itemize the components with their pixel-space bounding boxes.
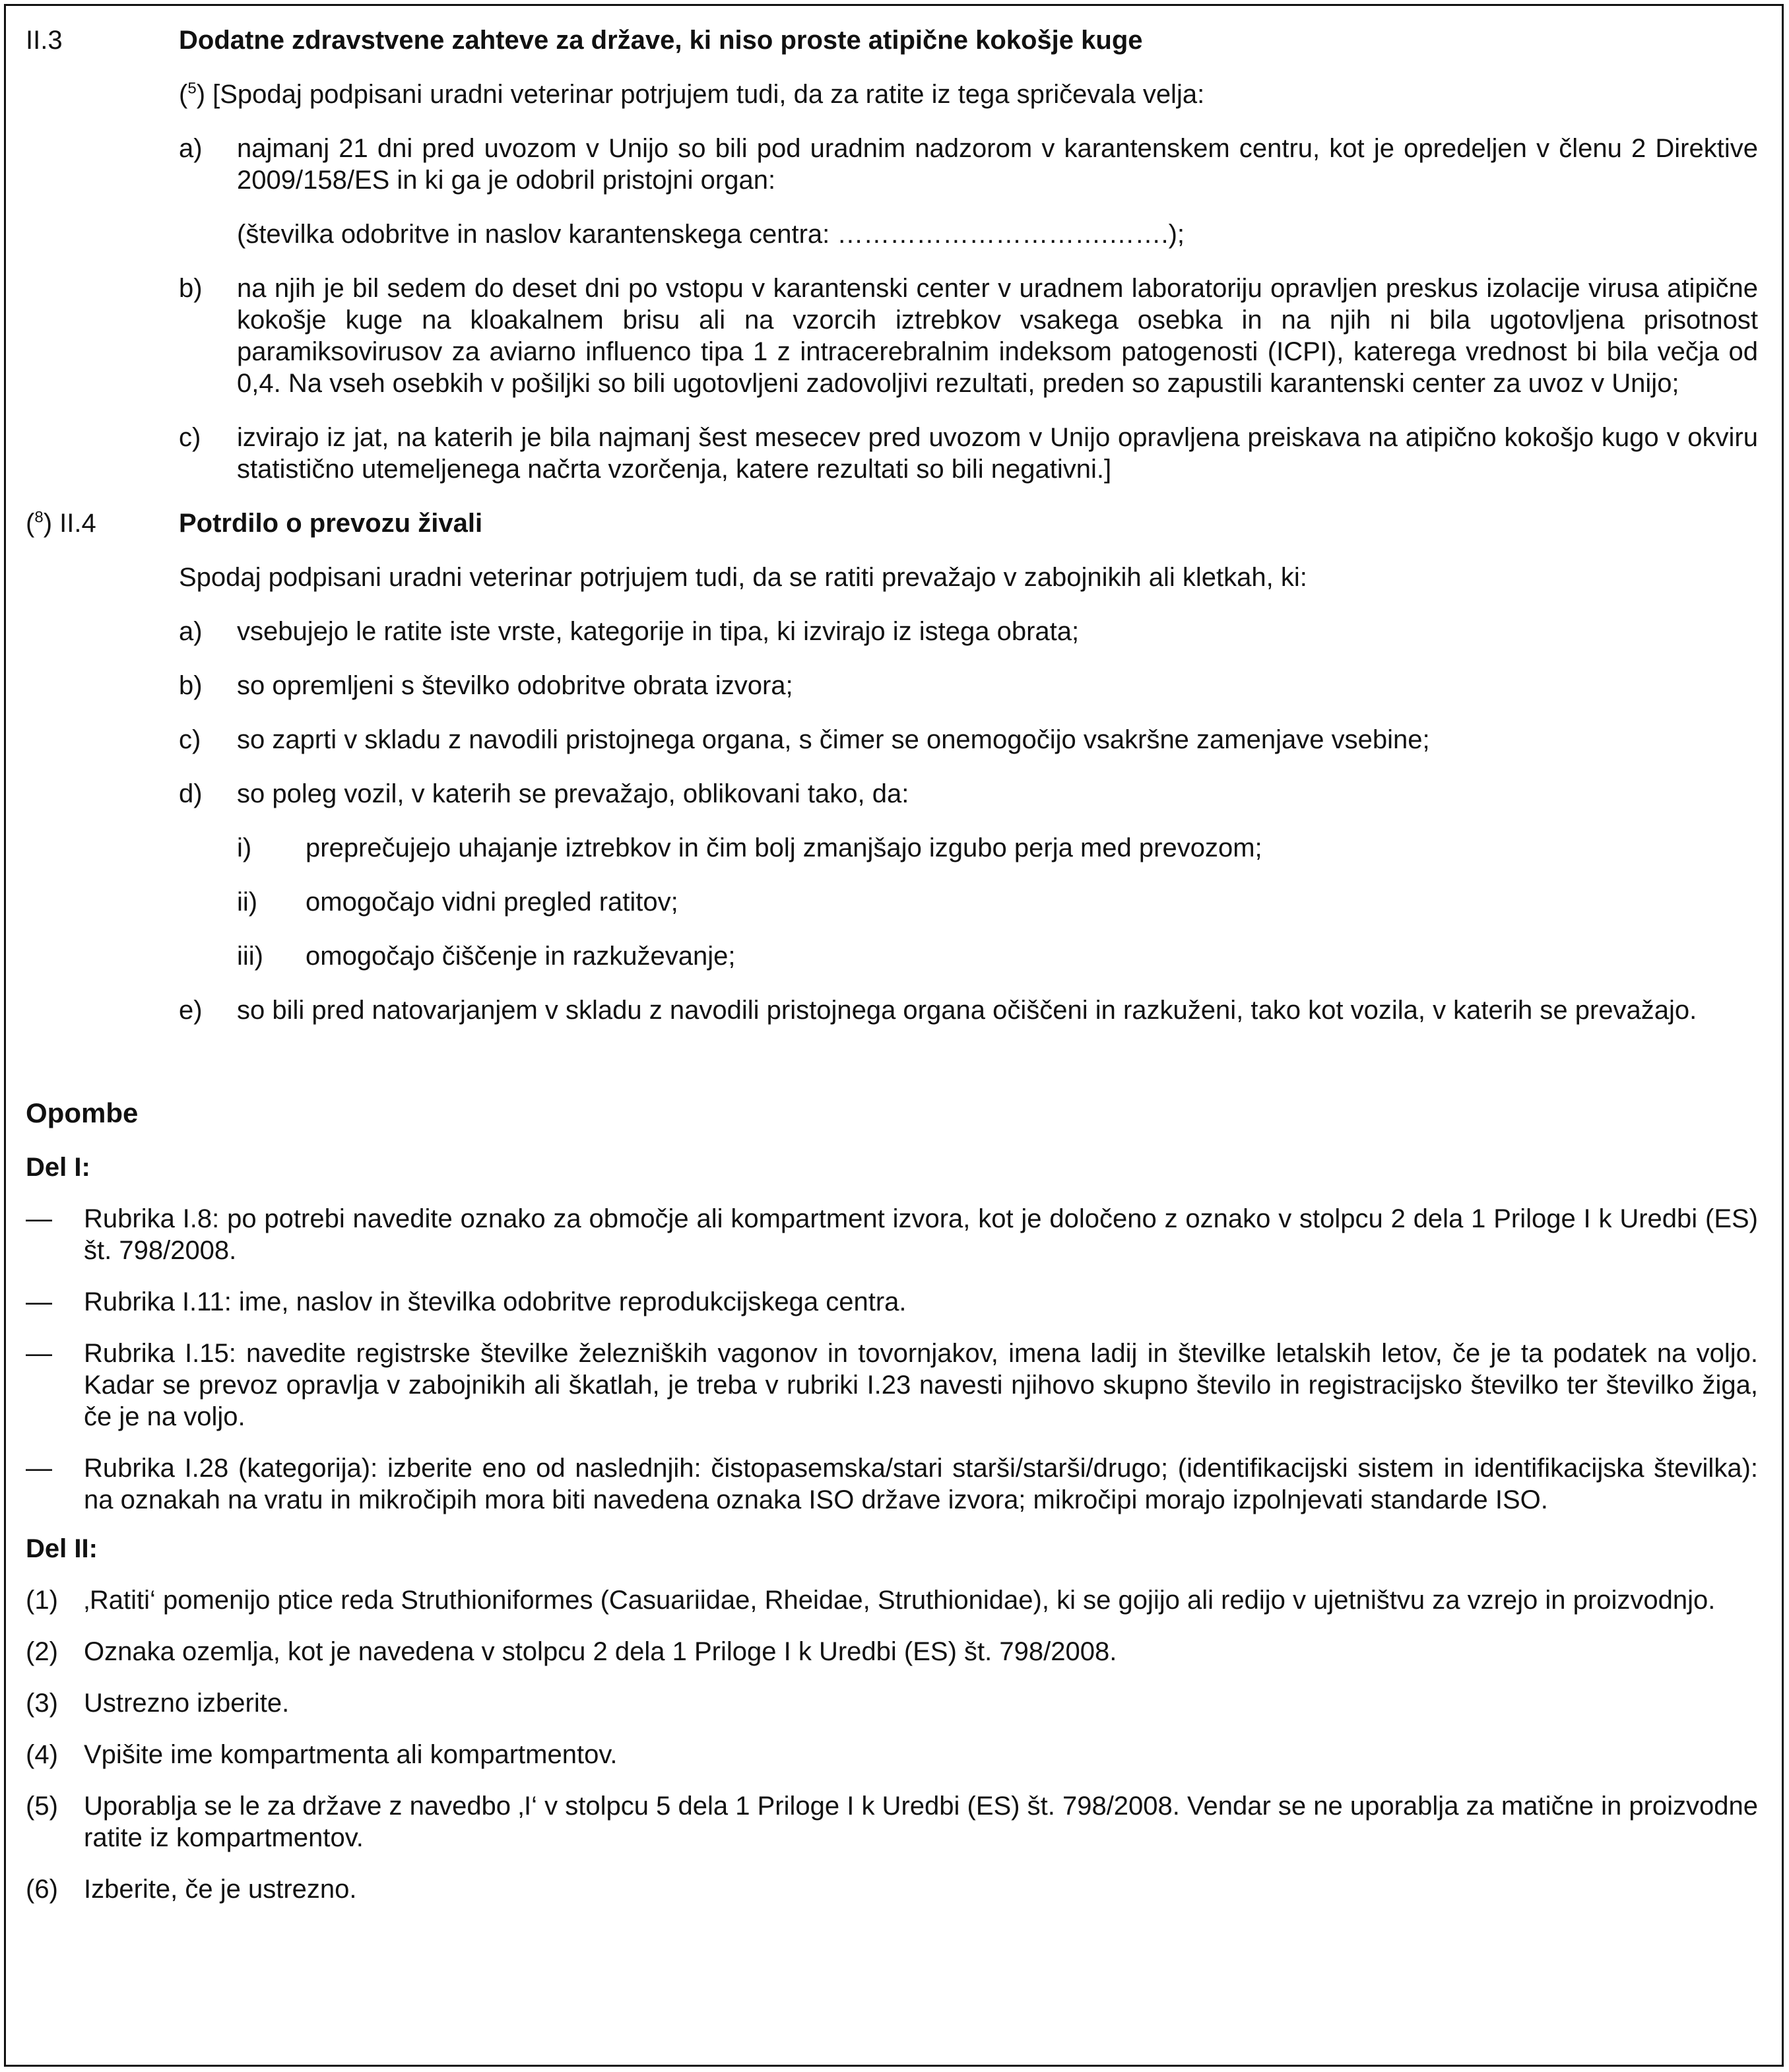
notes-part1-title: Del I: <box>26 1153 90 1182</box>
notes-title: Opombe <box>26 1097 139 1128</box>
document-body <box>6 6 1782 1905</box>
document-page <box>4 4 1784 2067</box>
list-item: — Rubrika I.11: ime, naslov in številka odobritve reprodukcijskega centra. <box>26 1287 907 1316</box>
section-intro: Spodaj podpisani uradni veterinar potrjujem tudi, da se ratiti prevažajo v zabojnikih ali kletkah, ki: <box>179 563 1307 592</box>
sub-list-item: ii) omogočajo vidni pregled ratitov; <box>237 888 678 917</box>
list-item: (2) Oznaka ozemlja, kot je navedena v stolpcu 2 dela 1 Priloge I k Uredbi (ES) št. 798/2008. <box>26 1637 1117 1666</box>
section-title: Dodatne zdravstvene zahteve za države, ki niso proste atipične kokošje kuge <box>179 26 1143 55</box>
footnote-ref: 5 <box>187 79 197 98</box>
section-body-2-3 <box>179 56 1758 485</box>
section-number: II.3 <box>26 26 63 55</box>
list-item: a) najmanj 21 dni pred uvozom v Unijo so bili pod uradnim nadzorom v karantenskem centru, kot je opredeljen v členu 2 Direktive 2009/158/ES in ki ga je odobril pristojni organ: <box>179 134 1758 195</box>
list-item: b) na njih je bil sedem do deset dni po vstopu v karantenski center v uradnem laboratoriju opravljen preskus izolacije virusa atipične kokošje kuge na kloakalnem brisu ali na vzorcih iztrebkov vsakega osebka in na njih ni bila ugotovljena prisotnost paramiksovirusov za aviarno influenco tipa 1 z intracerebralnim indeksom patogenosti (ICPI), katerega vrednost bi bila večja od 0,4. Na vseh osebkih v pošiljki so bili ugotovljeni zadovoljivi rezultati, preden so zapustili karantenski center za uvoz v Unijo; <box>179 274 1758 398</box>
list-item: (3) Ustrezno izberite. <box>26 1689 290 1718</box>
list-item: (1) ‚Ratiti‘ pomenijo ptice reda Struthioniformes (Casuariidae, Rheidae, Struthionidae), ki se gojijo ali redijo v ujetništvu za vzrejo in proizvodnjo. <box>26 1586 1716 1615</box>
list-item: b) so opremljeni s številko odobritve obrata izvora; <box>179 671 793 700</box>
list-item: — Rubrika I.15: navedite registrske številke železniških vagonov in tovornjakov, imena ladij in številke letalskih letov, če je ta podatek na voljo. Kadar se prevoz opravlja v zabojnikih ali škatlah, je treba v rubriki I.23 navesti njihovo skupno število in registracijsko številko ter številko žiga, če je na voljo. <box>26 1339 1758 1431</box>
list-item: c) izvirajo iz jat, na katerih je bila najmanj šest mesecev pred uvozom v Unijo opravljena preiskava na atipično kokošjo kugo v okviru statistično utemeljenega načrta vzorčenja, katere rezultati so bili negativni.] <box>179 423 1758 484</box>
list-item: — Rubrika I.28 (kategorija): izberite eno od naslednjih: čistopasemska/stari starši/starši/drugo; (identifikacijski sistem in identifikacijska številka): na oznakah na vratu in mikročipih mora biti navedena oznaka ISO države izvora; mikročipi morajo izpolnjevati standarde ISO. <box>26 1454 1758 1514</box>
list-item: c) so zaprti v skladu z navodili pristojnega organa, s čimer se onemogočijo vsakršne zamenjave vsebine; <box>179 725 1430 754</box>
approval-line: (številka odobritve in naslov karantenskega centra: ………………………….…….); <box>237 220 1185 249</box>
footnote-ref: 8 <box>34 508 44 527</box>
section-header-2-3 <box>26 24 1758 56</box>
list-item: d) so poleg vozil, v katerih se prevažajo, oblikovani tako, da: <box>179 779 909 808</box>
list-item: (5) Uporablja se le za države z navedbo ‚I‘ v stolpcu 5 dela 1 Priloge I k Uredbi (ES) št. 798/2008. Vendar se ne uporablja za matične in proizvodne ratite iz kompartmentov. <box>26 1792 1759 1852</box>
list-item: — Rubrika I.8: po potrebi navedite oznako za območje ali kompartment izvora, kot je določeno z oznako v stolpcu 2 dela 1 Priloge I k Uredbi (ES) št. 798/2008. <box>26 1204 1758 1265</box>
notes-part2-title: Del II: <box>26 1534 98 1563</box>
list-item: a) vsebujejo le ratite iste vrste, kategorije in tipa, ki izvirajo iz istega obrata; <box>179 617 1080 646</box>
section-body-2-4 <box>179 539 1758 1026</box>
list-item: e) so bili pred natovarjanjem v skladu z navodili pristojnega organa očiščeni in razkuženi, tako kot vozila, v katerih se prevažajo. <box>179 996 1697 1025</box>
section-intro: ($^5$) [Spodaj podpisani uradni veterinar potrjujem tudi, da za ratite iz tega spričevala velja: <box>179 79 1205 109</box>
section-title: Potrdilo o prevozu živali <box>179 509 483 538</box>
sub-list-item: iii) omogočajo čiščenje in razkuževanje; <box>237 942 736 971</box>
section-number: ($^8$) II.4 <box>26 508 96 538</box>
section-header-2-4 <box>26 507 1758 539</box>
sub-list-item: i) preprečujejo uhajanje iztrebkov in čim bolj zmanjšajo izgubo perja med prevozom; <box>237 833 1262 862</box>
list-item: (6) Izberite, če je ustrezno. <box>26 1875 357 1904</box>
list-item: (4) Vpišite ime kompartmenta ali kompartmentov. <box>26 1740 618 1769</box>
